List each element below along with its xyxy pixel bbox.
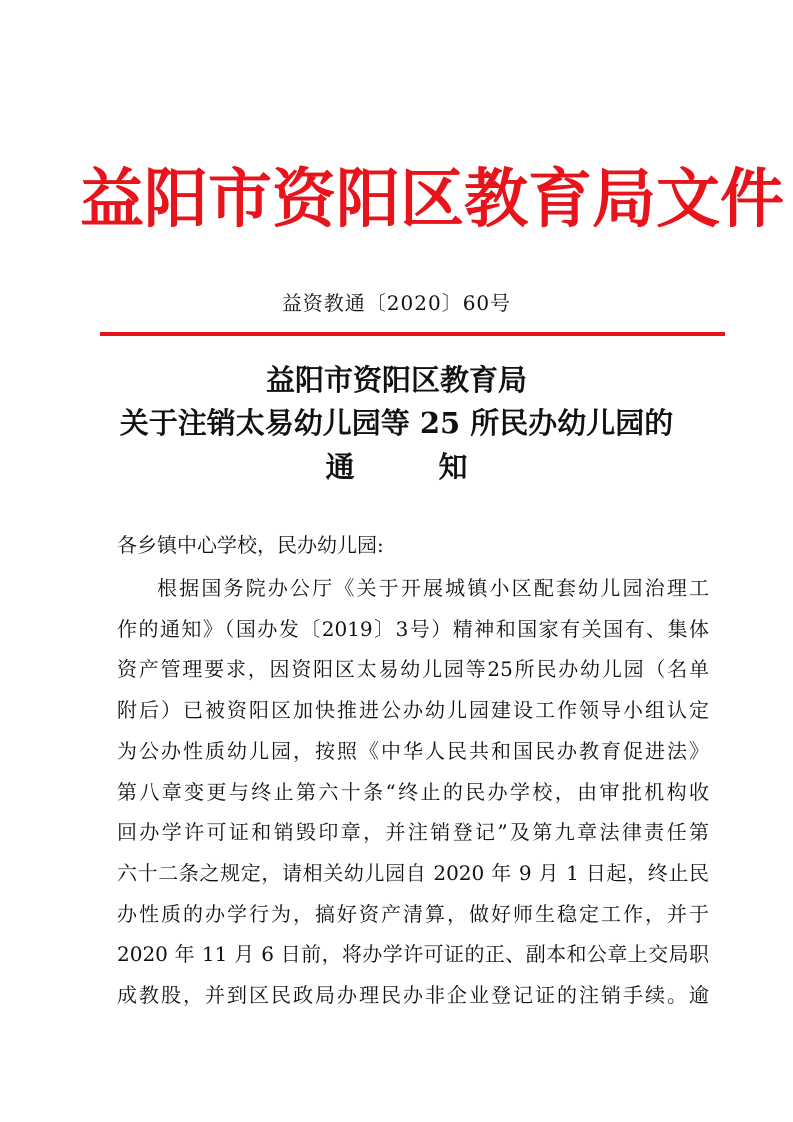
paragraph-line: 成教股，并到区民政局办理民办非企业登记证的注销手续。逾 (117, 983, 709, 1008)
notice-title-line-2: 关于注销太易幼儿园等 25 所民办幼儿园的 (119, 406, 674, 440)
notice-title-line-3 (0, 449, 793, 485)
salutation: 各乡镇中心学校，民办幼儿园: (117, 533, 384, 557)
paragraph-line: 附后）已被资阳区加快推进公办幼儿园建设工作领导小组认定 (117, 698, 709, 723)
notice-title-word-1: 通 (325, 450, 355, 484)
notice-title-word-2: 知 (438, 450, 468, 484)
paragraph-line: 作的通知》（国办发〔2019〕3号）精神和国家有关国有、集体 (117, 616, 709, 641)
red-divider-line (100, 332, 725, 336)
paragraph-line: 根据国务院办公厅《关于开展城镇小区配套幼儿园治理工 (157, 576, 709, 600)
paragraph-line: 六十二条之规定，请相关幼儿园自 2020 年 9 月 1 日起，终止民 (117, 860, 709, 885)
paragraph-line: 2020 年 11 月 6 日前，将办学许可证的正、副本和公章上交局职 (117, 942, 709, 967)
paragraph-line: 回办学许可证和销毁印章，并注销登记”及第九章法律责任第 (117, 820, 709, 845)
paragraph-line: 办性质的办学行为，搞好资产清算，做好师生稳定工作，并于 (117, 901, 709, 926)
paragraph-line: 资产管理要求，因资阳区太易幼儿园等25所民办幼儿园（名单 (117, 657, 709, 682)
paragraph-line: 为公办性质幼儿园，按照《中华人民共和国民办教育促进法》 (117, 738, 709, 763)
body-paragraph (117, 568, 709, 1016)
notice-title-line-1: 益阳市资阳区教育局 (265, 363, 527, 397)
paragraph-line: 第八章变更与终止第六十条“终止的民办学校，由审批机构收 (117, 779, 709, 804)
masthead-title: 益阳市资阳区教育局文件 (80, 162, 784, 237)
document-number: 益资教通〔2020〕60号 (281, 291, 512, 315)
